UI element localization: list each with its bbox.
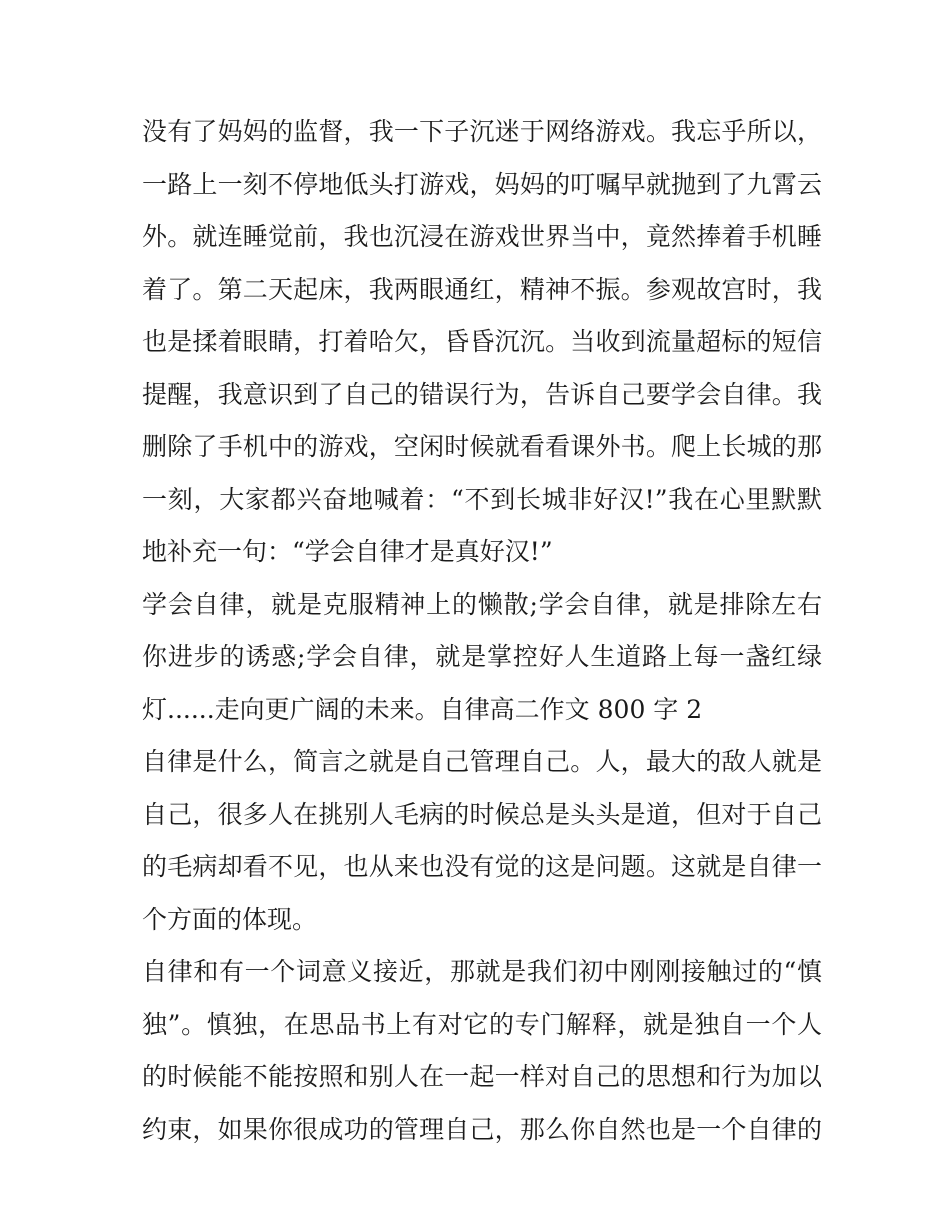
text-line: 没有了妈妈的监督，我一下子沉迷于网络游戏。我忘乎所以， bbox=[142, 117, 822, 146]
text-line: 的毛病却看不见，也从来也没有觉的这是问题。这就是自律一 bbox=[142, 852, 822, 881]
text-line: 学会自律，就是克服精神上的懒散;学会自律，就是排除左右 bbox=[142, 589, 822, 619]
text-line: 自律是什么，简言之就是自己管理自己。人，最大的敌人就是 bbox=[142, 747, 822, 776]
text-line: 一刻，大家都兴奋地喊着：“不到长城非好汉!”我在心里默默 bbox=[142, 484, 822, 514]
text-line: 着了。第二天起床，我两眼通红，精神不振。参观故宫时，我 bbox=[142, 274, 822, 304]
text-line: 自律和有一个词意义接近，那就是我们初中刚刚接触过的“慎 bbox=[142, 957, 822, 986]
text-line: 一路上一刻不停地低头打游戏，妈妈的叮嘱早就抛到了九霄云 bbox=[142, 169, 822, 199]
text-line: 独”。慎独，在思品书上有对它的专门解释，就是独自一个人 bbox=[142, 1009, 822, 1039]
text-line: 个方面的体现。 bbox=[142, 904, 318, 934]
text-line: 外。就连睡觉前，我也沉浸在游戏世界当中，竟然捧着手机睡 bbox=[142, 222, 822, 251]
text-line: 地补充一句：“学会自律才是真好汉!” bbox=[142, 537, 553, 566]
text-line: 自己，很多人在挑别人毛病的时候总是头头是道，但对于自己 bbox=[142, 799, 822, 829]
text-line: 提醒，我意识到了自己的错误行为，告诉自己要学会自律。我 bbox=[142, 379, 822, 409]
text-line: 删除了手机中的游戏，空闲时候就看看课外书。爬上长城的那 bbox=[142, 432, 822, 461]
text-line: 约束，如果你很成功的管理自己，那么你自然也是一个自律的 bbox=[142, 1114, 822, 1144]
text-line: 的时候能不能按照和别人在一起一样对自己的思想和行为加以 bbox=[142, 1062, 822, 1091]
text-line: 也是揉着眼睛，打着哈欠，昏昏沉沉。当收到流量超标的短信 bbox=[142, 327, 822, 356]
text-line: 灯......走向更广阔的未来。自律高二作文 800 字 2 bbox=[142, 694, 703, 724]
text-line: 你进步的诱惑;学会自律，就是掌控好人生道路上每一盏红绿 bbox=[142, 642, 822, 671]
body-text bbox=[142, 106, 822, 1156]
